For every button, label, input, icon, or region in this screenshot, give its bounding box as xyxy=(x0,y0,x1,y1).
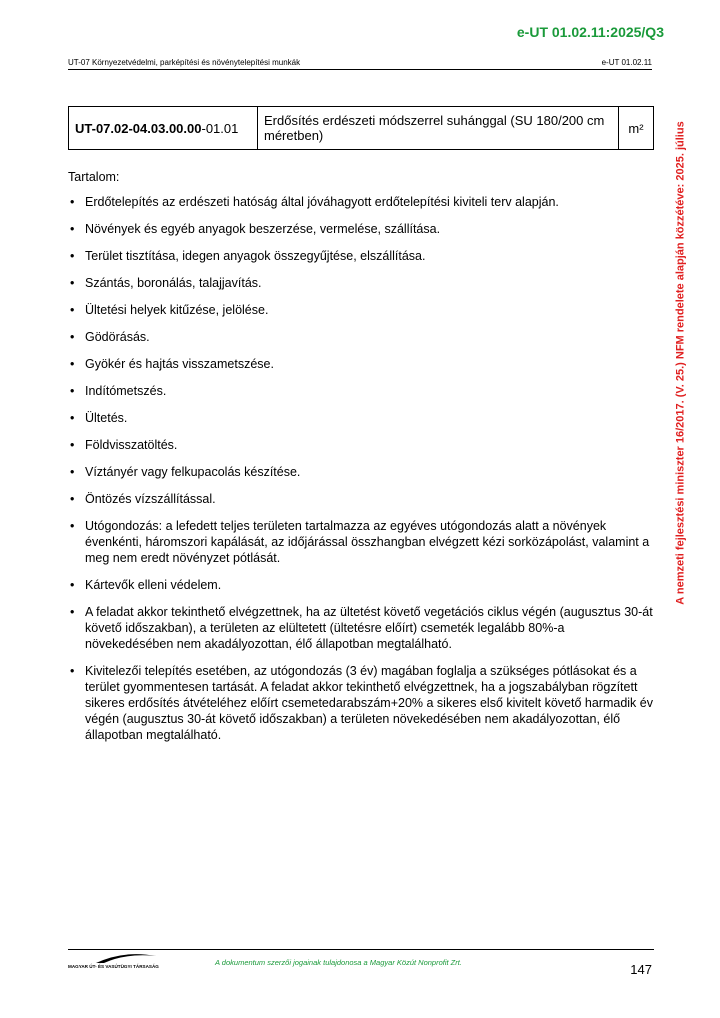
bullet-icon: • xyxy=(70,357,75,371)
bullet-icon: • xyxy=(70,664,75,678)
item-row xyxy=(69,107,654,150)
bullet-icon: • xyxy=(70,438,75,452)
item-description: Erdősítés erdészeti módszerrel suhánggal (SU 180/200 cm méretben) xyxy=(258,107,619,150)
side-publication-note xyxy=(669,98,693,628)
content-item-text: Ültetés. xyxy=(85,411,128,425)
bullet-icon: • xyxy=(70,195,75,209)
bullet-icon: • xyxy=(70,411,75,425)
bullet-icon: • xyxy=(70,465,75,479)
content-section xyxy=(68,170,654,754)
header-chapter-title: UT-07 Környezetvédelmi, parképítési és növénytelepítési munkák xyxy=(68,58,301,67)
content-list-item xyxy=(68,329,654,345)
bullet-icon: • xyxy=(70,249,75,263)
content-item-text: Növények és egyéb anyagok beszerzése, vermelése, szállítása. xyxy=(85,222,441,236)
content-list-item xyxy=(68,518,654,566)
content-list-item xyxy=(68,221,654,237)
item-table xyxy=(68,106,654,150)
running-header xyxy=(68,58,652,70)
content-item-text: Indítómetszés. xyxy=(85,384,167,398)
content-item-text: Földvisszatöltés. xyxy=(85,438,178,452)
society-logo xyxy=(68,952,160,974)
content-list-item xyxy=(68,383,654,399)
content-item-text: A feladat akkor tekinthető elvégzettnek, ha az ültetést követő vegetációs ciklus végén (augusztus 30-át követő időszakban), a területen az elültetett (ültetésre előírt) csemeték legalább 80%-a növekedésében nem akadályozottan, élő állapotban megtalálható. xyxy=(85,605,653,651)
content-list-item xyxy=(68,356,654,372)
bullet-icon: • xyxy=(70,578,75,592)
content-heading: Tartalom: xyxy=(68,170,120,184)
content-list-item xyxy=(68,437,654,453)
bullet-icon: • xyxy=(70,492,75,506)
content-list xyxy=(68,194,654,743)
bullet-icon: • xyxy=(70,519,75,533)
side-note-text: A nemzeti fejlesztési miniszter 16/2017. (V. 25.) NFM rendelete alapján közzétéve: 2025. július xyxy=(675,121,688,605)
content-item-text: Szántás, boronálás, talajjavítás. xyxy=(85,276,262,290)
content-list-item xyxy=(68,464,654,480)
bullet-icon: • xyxy=(70,276,75,290)
header-doc-ref: e-UT 01.02.11 xyxy=(601,58,652,67)
content-item-text: Gödörásás. xyxy=(85,330,150,344)
bullet-icon: • xyxy=(70,222,75,236)
item-code-suffix: -01.01 xyxy=(201,120,239,136)
content-list-item xyxy=(68,410,654,426)
logo-text: MAGYAR ÚT- ÉS VASÚTÜGYI TÁRSASÁG xyxy=(68,964,159,969)
footer-divider xyxy=(68,949,654,950)
content-item-text: Ültetési helyek kitűzése, jelölése. xyxy=(85,303,269,317)
copyright-notice: A dokumentum szerzői jogainak tulajdonosa a Magyar Közút Nonprofit Zrt. xyxy=(215,958,462,967)
page-number: 147 xyxy=(630,962,652,977)
content-list-item xyxy=(68,194,654,210)
document-code: e-UT 01.02.11:2025/Q3 xyxy=(516,24,664,40)
content-item-text: Utógondozás: a lefedett teljes területen tartalmazza az egyéves utógondozás alatt a növények évenkénti, háromszori kapálását, az időjárással összhangban elvégzett kézi sorközápolást, valamint a meg nem eredt növényzet pótlását. xyxy=(85,519,650,565)
content-list-item xyxy=(68,577,654,593)
content-item-text: Öntözés vízszállítással. xyxy=(85,492,216,506)
content-list-item xyxy=(68,491,654,507)
bullet-icon: • xyxy=(70,330,75,344)
bullet-icon: • xyxy=(70,605,75,619)
content-list-item xyxy=(68,302,654,318)
content-item-text: Kártevők elleni védelem. xyxy=(85,578,222,592)
item-unit: m² xyxy=(619,107,654,150)
item-code: UT-07.02-04.03.00.00 xyxy=(75,120,202,136)
content-item-text: Víztányér vagy felkupacolás készítése. xyxy=(85,465,301,479)
content-item-text: Terület tisztítása, idegen anyagok összegyűjtése, elszállítása. xyxy=(85,249,426,263)
content-list-item xyxy=(68,248,654,264)
content-item-text: Gyökér és hajtás visszametszése. xyxy=(85,357,274,371)
logo-swoosh-icon xyxy=(94,952,158,964)
item-code-cell xyxy=(69,107,258,150)
bullet-icon: • xyxy=(70,303,75,317)
content-list-item xyxy=(68,275,654,291)
content-list-item xyxy=(68,663,654,743)
bullet-icon: • xyxy=(70,384,75,398)
content-list-item xyxy=(68,604,654,652)
content-item-text: Kivitelezői telepítés esetében, az utógondozás (3 év) magában foglalja a szükséges pótlásokat és a terület gyommentesen tartását. A feladat akkor tekinthető elvégzettnek, ha a jogszabályban rögzített sikeres erdősítés átvételéhez előírt csemetedarabszám+20% a sikeres első kivitelt követő harmadik év végén (augusztus 30-át követő időszakban) a területen növekedésében nem akadályozottan, élő állapotban megtalálható. xyxy=(85,664,653,742)
content-item-text: Erdőtelepítés az erdészeti hatóság által jóváhagyott erdőtelepítési kiviteli terv alapján. xyxy=(85,195,559,209)
